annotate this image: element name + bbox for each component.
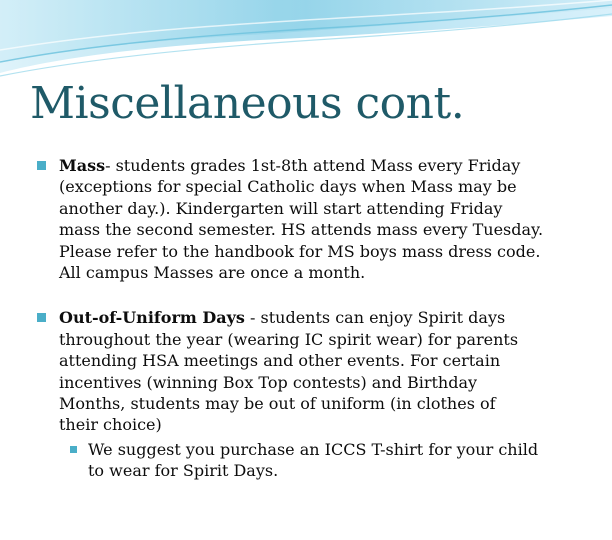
bullet-line: their choice) — [59, 415, 162, 435]
bullet-heading: Out-of-Uniform Days — [59, 308, 245, 328]
bullet-mass — [37, 155, 589, 283]
bullet-line: students can enjoy Spirit days — [260, 308, 506, 328]
bullet-line: students grades 1st-8th attend Mass every Friday — [115, 156, 521, 175]
bullet-marker — [37, 161, 46, 170]
bullet-line: throughout the year (wearing IC spirit wear) for parents — [59, 329, 519, 349]
bullet-heading: Mass — [59, 156, 106, 175]
slide-title: Miscellaneous cont. — [30, 78, 465, 129]
subbullet-line: We suggest you purchase an ICCS T-shirt for your child — [88, 439, 539, 459]
bullet-marker — [37, 313, 46, 322]
bullet-list — [37, 155, 589, 482]
subbullet-marker — [70, 446, 77, 453]
bullet-line: attending HSA meetings and other events. For certain — [59, 351, 501, 371]
bullet-separator: - — [105, 156, 116, 175]
bullet-line: another day.). Kindergarten will start attending Friday — [59, 198, 503, 218]
bullet-line: mass the second semester. HS attends mass every Tuesday. — [59, 220, 544, 240]
bullet-line: All campus Masses are once a month. — [59, 263, 366, 283]
bullet-separator: - — [244, 308, 261, 328]
bullet-out-of-uniform-days — [37, 307, 589, 481]
decorative-wave — [0, 0, 612, 90]
bullet-line: Please refer to the handbook for MS boys mass dress code. — [59, 241, 541, 261]
bullet-line: Months, students may be out of uniform (in clothes of — [59, 394, 496, 414]
bullet-line: incentives (winning Box Top contests) and Birthday — [59, 372, 478, 392]
subbullet-line: to wear for Spirit Days. — [88, 461, 279, 481]
bullet-line: (exceptions for special Catholic days when Mass may be — [59, 177, 517, 197]
subbullet-t-shirt-suggestion — [59, 439, 589, 482]
